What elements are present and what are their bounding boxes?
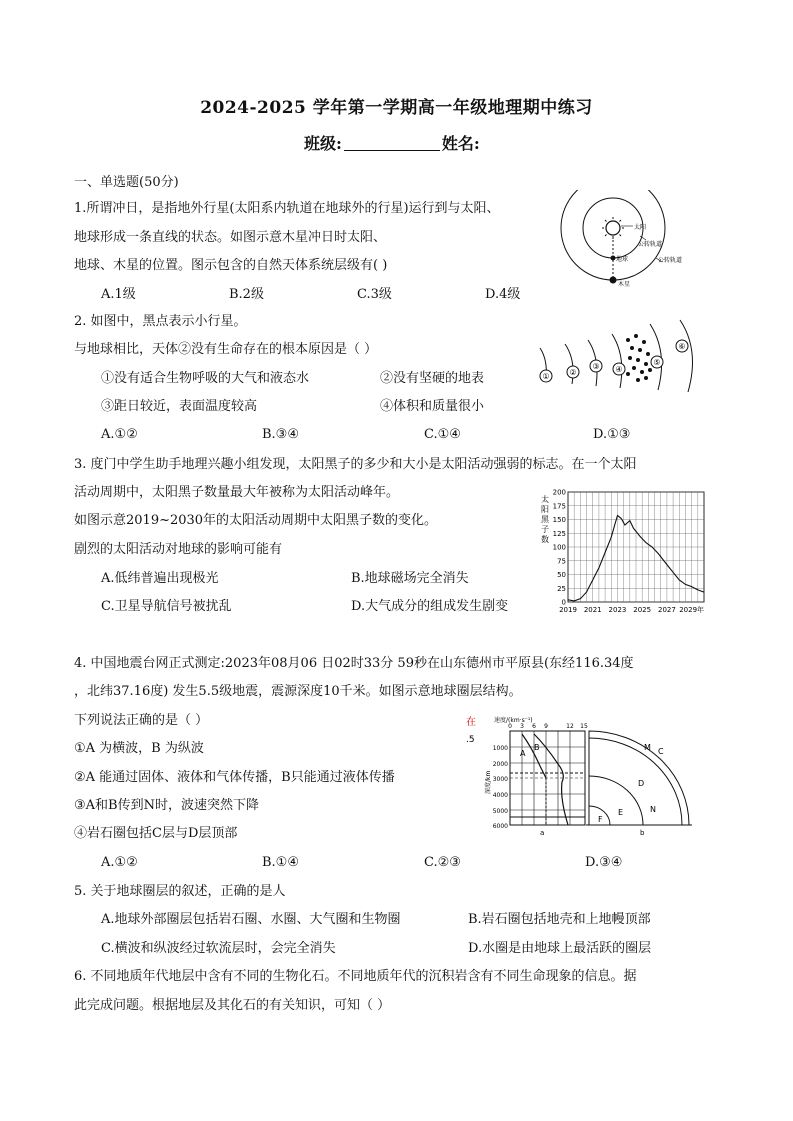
chart-x-tick-label: 2029年 bbox=[679, 606, 705, 614]
q5-option-a[interactable]: A.地球外部圈层包括岩石圈、水圈、大气圈和生物圈 bbox=[101, 912, 401, 927]
planet-label-5: ⑤ bbox=[653, 358, 661, 367]
q4-statement-1: ①A 为横波，B 为纵波 bbox=[74, 741, 204, 756]
layer-label-e: E bbox=[618, 808, 624, 817]
chart-y-tick-label: 50 bbox=[557, 571, 566, 579]
q6-stem-line1: 6. 不同地质年代地层中含有不同的生物化石。不同地质年代的沉积岩含有不同生命现象的信息。据 bbox=[74, 969, 637, 984]
speed-tick-15: 15 bbox=[580, 723, 588, 730]
q4-statement-2: ②A 能通过固体、液体和气体传播，B只能通过液体传播 bbox=[74, 770, 395, 785]
depth-tick-4000: 4000 bbox=[492, 792, 508, 799]
chart-y-tick-label: 75 bbox=[557, 557, 566, 566]
q4-option-c[interactable]: C.②③ bbox=[424, 855, 461, 870]
speed-tick-6: 6 bbox=[532, 723, 536, 730]
planet-label-6: ⑥ bbox=[678, 342, 686, 351]
name-label: 姓名: bbox=[441, 134, 480, 153]
chart-ylabel-3: 黑 bbox=[541, 515, 549, 524]
q6-stem-line2: 此完成问题。根据地层及其化石的有关知识，可知（ ） bbox=[74, 998, 391, 1013]
planet-label-4: ④ bbox=[615, 365, 623, 374]
q1-option-d[interactable]: D.4级 bbox=[485, 287, 521, 302]
orbit-label-2: 公转轨道 bbox=[658, 257, 683, 264]
depth-tick-5000: 5000 bbox=[492, 808, 508, 815]
q1-stem-line2: 地球形成一条直线的状态。如图示意木星冲日时太阳、 bbox=[74, 230, 387, 245]
chart-x-tick-label: 2021 bbox=[583, 606, 602, 614]
q3-option-d[interactable]: D.大气成分的组成发生剧变 bbox=[351, 599, 509, 614]
q3-stem-line4: 剧烈的太阳活动对地球的影响可能有 bbox=[74, 542, 283, 557]
q4-statement-4: ④岩石圈包括C层与D层顶部 bbox=[74, 826, 238, 841]
q4-statement-3: ③A和B传到N时，波速突然下降 bbox=[74, 798, 259, 813]
q1-stem-line3: 地球、木星的位置。图示包含的自然天体系统层级有( ) bbox=[74, 258, 388, 273]
page-title: 2024-2025 学年第一学期高一年级地理期中练习 bbox=[200, 98, 593, 118]
chart-ylabel-5: 数 bbox=[541, 535, 549, 544]
q4-stem-line3: 下列说法正确的是（ ） bbox=[74, 713, 209, 728]
wave-b-label: B bbox=[534, 743, 540, 752]
q5-option-c[interactable]: C.横波和纵波经过软流层时，会完全消失 bbox=[101, 941, 336, 956]
chart-y-tick-label: 125 bbox=[552, 529, 566, 538]
q3-option-b[interactable]: B.地球磁场完全消失 bbox=[351, 571, 469, 586]
q4-stem-line1: 4. 中国地震台网正式测定:2023年08月06 日02时33分 59秒在山东德州市平原县(东经116.34度 bbox=[74, 656, 634, 671]
layer-label-c: C bbox=[658, 747, 664, 756]
axis-mark-b: b bbox=[640, 829, 645, 837]
sun-icon bbox=[602, 217, 624, 239]
q1-orbit-figure bbox=[558, 190, 698, 292]
q3-stem-line3: 如图示意2019~2030年的太阳活动周期中太阳黑子数的变化。 bbox=[74, 513, 438, 528]
q3-stem-line1: 3. 度门中学生助手地理兴趣小组发现，太阳黑子的多少和大小是太阳活动强弱的标志。在一个太阳 bbox=[74, 457, 637, 472]
q5-stem: 5. 关于地球圈层的叙述，正确的是人 bbox=[74, 884, 286, 899]
depth-tick-6000: 6000 bbox=[492, 823, 508, 830]
q2-planets-figure bbox=[530, 316, 705, 396]
chart-x-tick-label: 2025 bbox=[633, 606, 652, 614]
figure-side-mark-1: 在 bbox=[466, 717, 476, 728]
earth-layers-figure bbox=[462, 714, 696, 838]
q2-option-b[interactable]: B.③④ bbox=[262, 427, 299, 442]
q3-option-a[interactable]: A.低纬普遍出现极光 bbox=[101, 571, 219, 586]
jupiter-icon bbox=[610, 277, 617, 284]
q2-statement-4: ④体积和质量很小 bbox=[380, 399, 485, 414]
q5-option-d[interactable]: D.水圈是由地球上最活跃的圈层 bbox=[468, 941, 652, 956]
speed-tick-12: 12 bbox=[566, 723, 574, 730]
q5-option-b[interactable]: B.岩石圈包括地壳和上地幔顶部 bbox=[468, 912, 651, 927]
speed-axis-label: 速度/(km·s⁻¹) bbox=[494, 717, 533, 724]
q2-stem-line2: 与地球相比，天体②没有生命存在的根本原因是（ ） bbox=[74, 342, 378, 357]
layer-label-d: D bbox=[638, 779, 645, 788]
q2-option-a[interactable]: A.①② bbox=[101, 427, 138, 442]
q4-option-a[interactable]: A.①② bbox=[101, 855, 138, 870]
q2-stem-line1: 2. 如图中，黑点表示小行星。 bbox=[74, 314, 247, 329]
earth-label: 地球 bbox=[616, 256, 629, 263]
sunspot-chart bbox=[538, 484, 710, 618]
jupiter-label: 木星 bbox=[618, 281, 631, 288]
depth-tick-1000: 1000 bbox=[492, 745, 508, 752]
chart-x-tick-label: 2019 bbox=[559, 606, 577, 614]
orbit-label-1: 公转轨道 bbox=[638, 241, 663, 248]
depth-tick-2000: 2000 bbox=[492, 761, 508, 768]
class-name-line bbox=[304, 136, 480, 152]
layer-label-f: F bbox=[598, 815, 603, 824]
chart-y-tick-label: 175 bbox=[552, 502, 566, 511]
sun-label: 太阳 bbox=[634, 224, 647, 231]
layer-label-m: M bbox=[644, 743, 651, 752]
figure-side-mark-2: .5 bbox=[466, 735, 475, 745]
depth-axis-label: 深度/km bbox=[485, 770, 492, 794]
chart-ylabel-4: 子 bbox=[541, 525, 549, 534]
chart-ylabel-2: 阳 bbox=[541, 505, 549, 514]
q2-option-d[interactable]: D.①③ bbox=[593, 427, 631, 442]
speed-tick-9: 9 bbox=[544, 723, 548, 730]
planet-label-2: ② bbox=[569, 368, 577, 377]
q2-statement-3: ③距日较近，表面温度较高 bbox=[101, 399, 258, 414]
planet-label-1: ① bbox=[542, 372, 550, 381]
chart-y-tick-label: 200 bbox=[552, 488, 566, 497]
q1-option-c[interactable]: C.3级 bbox=[357, 287, 392, 302]
class-label: 班级: bbox=[304, 134, 342, 153]
chart-y-tick-label: 150 bbox=[552, 516, 566, 524]
q4-option-d[interactable]: D.③④ bbox=[585, 855, 623, 870]
q1-stem-line1: 1.所谓冲日，是指地外行星(太阳系内轨道在地球外的行星)运行到与太阳、 bbox=[74, 201, 500, 216]
class-blank[interactable] bbox=[344, 136, 440, 151]
depth-tick-3000: 3000 bbox=[492, 776, 508, 783]
q4-stem-line2: ，北纬37.16度) 发生5.5级地震，震源深度10千米。如图示意地球圈层结构。 bbox=[74, 684, 522, 699]
section-heading: 一、单选题(50分) bbox=[74, 175, 179, 190]
q2-statement-1: ①没有适合生物呼吸的大气和液态水 bbox=[101, 371, 310, 386]
q4-option-b[interactable]: B.①④ bbox=[262, 855, 299, 870]
q2-option-c[interactable]: C.①④ bbox=[424, 427, 461, 442]
chart-y-tick-label: 0 bbox=[561, 598, 566, 607]
speed-tick-3: 3 bbox=[520, 723, 524, 730]
axis-mark-a: a bbox=[540, 829, 545, 837]
chart-x-tick-label: 2023 bbox=[608, 606, 627, 614]
q1-option-a[interactable]: A.1级 bbox=[101, 287, 136, 302]
planet-label-3: ③ bbox=[592, 362, 600, 371]
chart-y-tick-label: 25 bbox=[557, 584, 566, 593]
q1-option-b[interactable]: B.2级 bbox=[229, 287, 264, 302]
speed-tick-0: 0 bbox=[508, 723, 512, 730]
q2-statement-2: ②没有坚硬的地表 bbox=[380, 371, 485, 386]
chart-ylabel-1: 太 bbox=[541, 495, 549, 504]
earth-icon bbox=[611, 256, 616, 261]
q3-stem-line2: 活动周期中，太阳黑子数量最大年被称为太阳活动峰年。 bbox=[74, 485, 400, 500]
chart-y-tick-label: 100 bbox=[552, 543, 566, 552]
chart-x-tick-label: 2027 bbox=[657, 606, 676, 614]
wave-a-label: A bbox=[520, 749, 526, 758]
layer-label-n: N bbox=[650, 805, 656, 814]
q3-option-c[interactable]: C.卫星导航信号被扰乱 bbox=[101, 599, 232, 614]
